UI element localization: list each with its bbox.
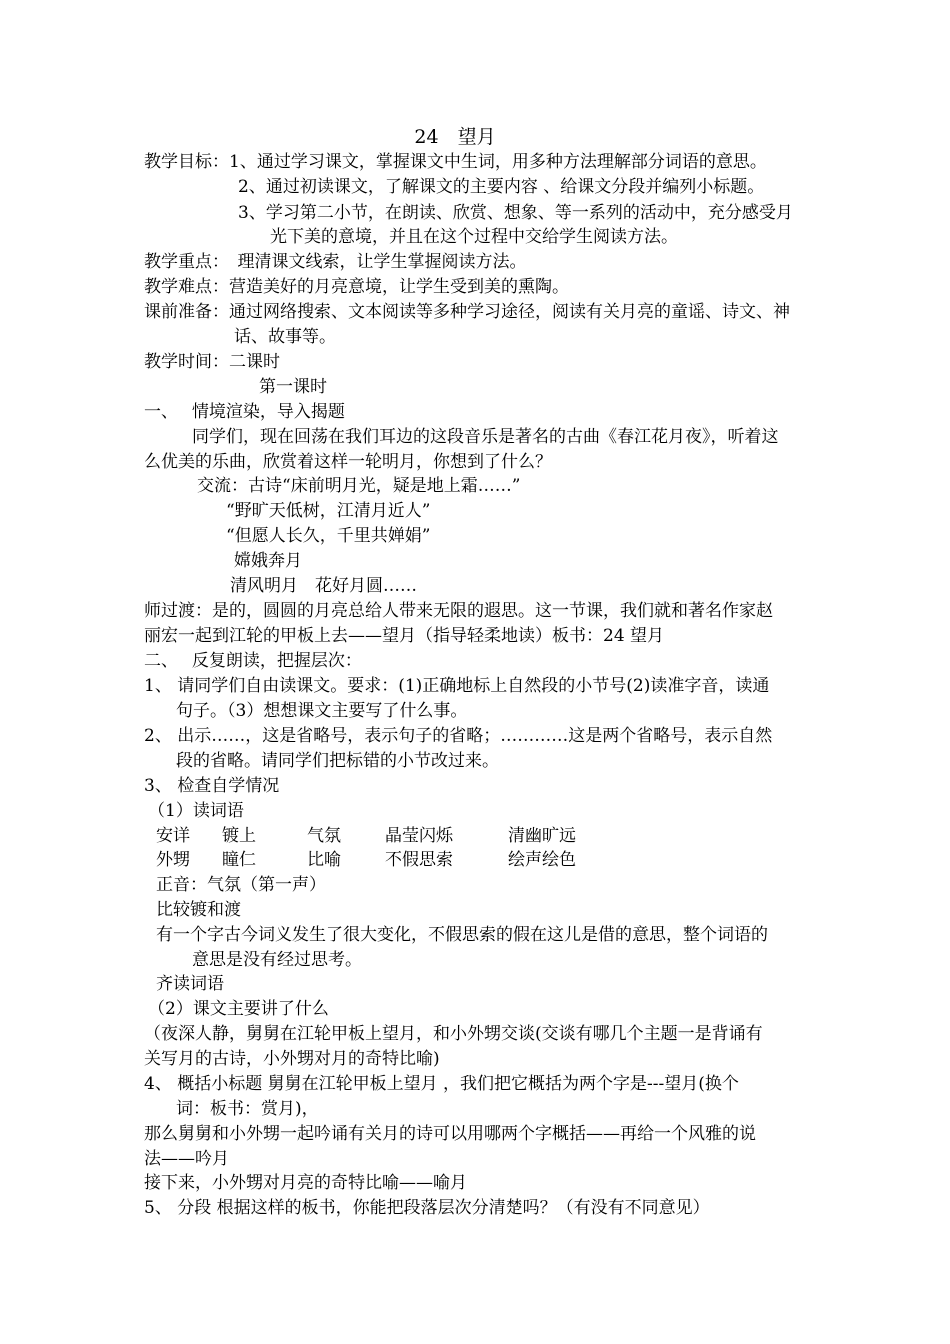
text-line: 正音：气氛（第一声） [156, 875, 326, 895]
vocab-word: 绘声绘色 [508, 850, 576, 870]
text-line: 话、故事等。 [234, 327, 336, 347]
section-heading: 第一课时 [259, 377, 327, 397]
text-line: 5、 分段 根据这样的板书，你能把段落层次分清楚吗？（有没有不同意见） [144, 1198, 710, 1218]
text-line: 那么舅舅和小外甥一起吟诵有关月的诗可以用哪两个字概括——再给一个风雅的说 [144, 1124, 756, 1144]
vocab-word: 不假思索 [385, 850, 453, 870]
text-line: 教学难点：营造美好的月亮意境，让学生受到美的熏陶。 [144, 277, 569, 297]
text-line: 同学们，现在回荡在我们耳边的这段音乐是著名的古曲《春江花月夜》，听着这 [192, 427, 779, 447]
text-line: 4、 概括小标题 舅舅在江轮甲板上望月 ，我们把它概括为两个字是---望月(换个 [144, 1074, 739, 1094]
text-line: 1、 请同学们自由读课文。要求：(1)正确地标上自然段的小节号(2)读准字音，读通 [144, 676, 770, 696]
text-line: 嫦娥奔月 [234, 551, 302, 571]
text-line: 有一个字古今词义发生了很大变化，不假思索的假在这儿是借的意思，整个词语的 [156, 925, 768, 945]
vocab-word: 清幽旷远 [508, 826, 576, 846]
text-line: 接下来，小外甥对月亮的奇特比喻——喻月 [144, 1173, 467, 1193]
text-line: 2、 出示……，这是省略号，表示句子的省略；…………这是两个省略号，表示自然 [144, 726, 773, 746]
text-line: 教学重点： 理清课文线索，让学生掌握阅读方法。 [144, 252, 527, 272]
text-line: （2）课文主要讲了什么 [148, 999, 329, 1019]
text-line: 词：板书：赏月)， [176, 1099, 319, 1119]
vocab-word: 镀上 [222, 826, 256, 846]
text-line: “野旷天低树，江清月近人” [226, 501, 431, 521]
text-line: 3、 检查自学情况 [144, 776, 280, 796]
text-line: 句子。（3）想想课文主要写了什么事。 [176, 701, 468, 721]
vocab-word: 瞳仁 [222, 850, 256, 870]
text-line: 教学目标：1、通过学习课文，掌握课文中生词，用多种方法理解部分词语的意思。 [144, 152, 767, 172]
text-line: 清风明月 花好月圆…… [230, 576, 417, 596]
text-line: 交流：古诗“床前明月光，疑是地上霜……” [197, 476, 521, 496]
text-line: 教学时间：二课时 [144, 352, 280, 372]
text-line: 2、通过初读课文，了解课文的主要内容 、给课文分段并编列小标题。 [238, 177, 765, 197]
page-title: 24 望月 [414, 126, 496, 148]
text-line: 段的省略。请同学们把标错的小节改过来。 [176, 751, 499, 771]
text-line: 课前准备：通过网络搜索、文本阅读等多种学习途径，阅读有关月亮的童谣、诗文、神 [144, 302, 790, 322]
text-line: 比较镀和渡 [156, 900, 241, 920]
vocab-word: 安详 [156, 826, 190, 846]
text-line: 丽宏一起到江轮的甲板上去——望月（指导轻柔地读）板书：24 望月 [144, 626, 665, 646]
text-line: 关写月的古诗，小外甥对月的奇特比喻) [144, 1049, 440, 1069]
vocab-word: 比喻 [307, 850, 341, 870]
vocab-word: 晶莹闪烁 [385, 826, 453, 846]
text-line: （夜深人静，舅舅在江轮甲板上望月，和小外甥交谈(交谈有哪几个主题一是背诵有 [144, 1024, 763, 1044]
text-line: 光下美的意境，并且在这个过程中交给学生阅读方法。 [270, 227, 678, 247]
text-line: 3、学习第二小节，在朗读、欣赏、想象、等一系列的活动中，充分感受月 [238, 203, 793, 223]
text-line: 一、 情境渲染，导入揭题 [144, 402, 345, 422]
text-line: 么优美的乐曲，欣赏着这样一轮明月，你想到了什么？ [144, 452, 552, 472]
text-line: “但愿人长久，千里共婵娟” [226, 526, 431, 546]
text-line: 师过渡：是的，圆圆的月亮总给人带来无限的遐思。这一节课，我们就和著名作家赵 [144, 601, 773, 621]
vocab-word: 气氛 [307, 826, 341, 846]
text-line: 意思是没有经过思考。 [192, 950, 362, 970]
text-line: 齐读词语 [156, 974, 224, 994]
text-line: （1）读词语 [148, 801, 244, 821]
text-line: 法——吟月 [144, 1149, 229, 1169]
vocab-word: 外甥 [156, 850, 190, 870]
text-line: 二、 反复朗读，把握层次： [144, 651, 362, 671]
